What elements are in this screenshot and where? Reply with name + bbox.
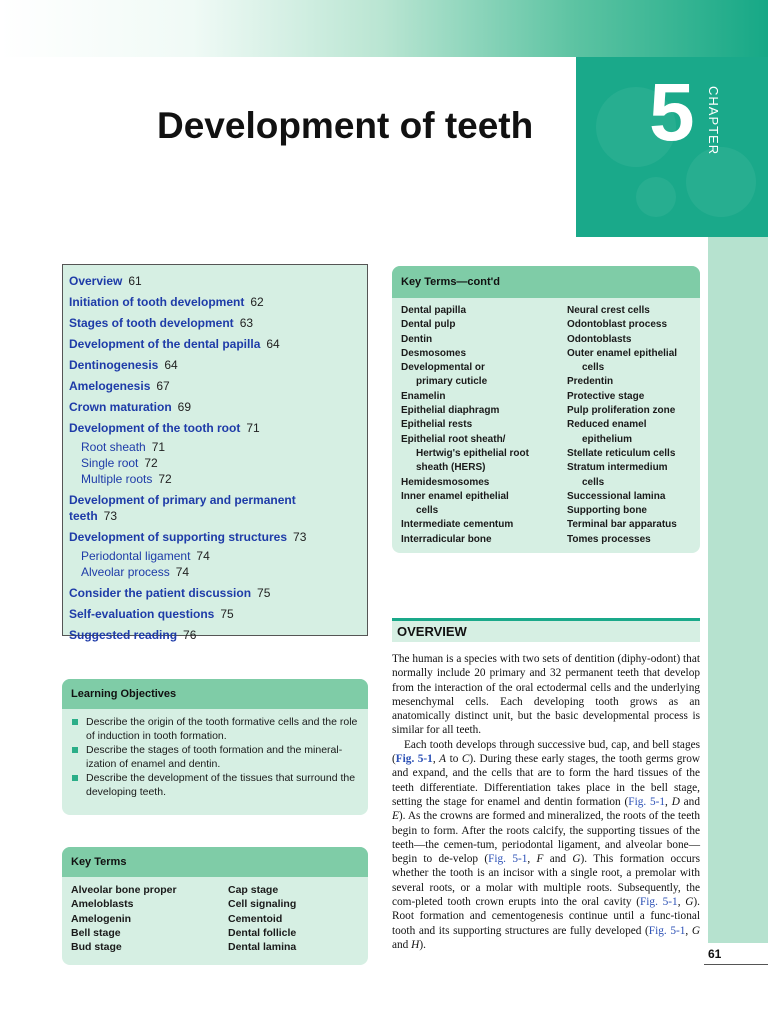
key-term: sheath (HERS): [416, 462, 486, 474]
figure-reference-link[interactable]: Fig. 5-1: [628, 795, 666, 808]
toc-entry-self-evaluation[interactable]: Self-evaluation questions 75: [69, 607, 234, 621]
toc-entry-suggested-reading[interactable]: Suggested reading 76: [69, 628, 197, 642]
toc-entry-crown-maturation[interactable]: Crown maturation 69: [69, 400, 192, 414]
margin-stripe: [708, 237, 768, 943]
table-of-contents: [62, 264, 368, 642]
key-term: cells: [416, 505, 439, 517]
key-term: Tomes processes: [567, 533, 651, 545]
toc-entry-dentinogenesis[interactable]: Dentinogenesis 64: [69, 358, 178, 372]
key-term: Inner enamel epithelial: [401, 490, 509, 502]
toc-sub-multiple-roots[interactable]: Multiple roots 72: [81, 472, 172, 486]
learning-objectives-title: Learning Objectives: [62, 679, 368, 709]
key-term: Bud stage: [71, 941, 122, 954]
key-term: Terminal bar apparatus: [567, 519, 677, 531]
key-term: Cementoid: [228, 912, 283, 925]
key-term: Epithelial root sheath/: [401, 433, 506, 445]
key-term: Dental follicle: [228, 926, 297, 939]
top-gradient-band: [0, 0, 768, 57]
key-term: Amelogenin: [71, 912, 132, 925]
toc-entry-dental-papilla[interactable]: Development of the dental papilla 64: [69, 337, 280, 351]
key-term: Cap stage: [228, 884, 279, 896]
key-terms-column-1: [71, 883, 228, 954]
toc-entry-patient-discussion[interactable]: Consider the patient discussion 75: [69, 586, 271, 600]
key-term: Bell stage: [71, 926, 121, 939]
overview-paragraph-1: The human is a species with two sets of dentition (diphy-odont) that normally include 20 primary and 32 permanent teeth that develop from the interaction of the oral ectodermal cells and the underlying mesenchymal cells. Each developing tooth grows as an anatomically distinct unit, but the basic developmental process is similar for all teeth.: [392, 653, 700, 737]
key-term: Stratum intermedium: [567, 462, 668, 474]
key-term: Enamelin: [401, 390, 446, 402]
toc-sub-periodontal-ligament[interactable]: Periodontal ligament 74: [81, 549, 210, 563]
chapter-number: 5: [649, 67, 695, 158]
page-number: 61: [708, 947, 722, 961]
toc-entry-stages[interactable]: Stages of tooth development 63: [69, 316, 254, 330]
key-term: Pulp proliferation zone: [567, 405, 676, 417]
key-term: Stellate reticulum cells: [567, 447, 676, 459]
key-term: Dental lamina: [228, 941, 297, 954]
overview-paragraph-2: Each tooth develops through successive bud, cap, and bell stages (Fig. 5-1, A to C). During these early stages, the tooth germs grow and expand, and the cells that are to form the hard tissues of the teeth differentiate. Differentiation takes place in the bell stage, setting the stage for enamel and dentin formation (Fig. 5-1, D and E). As the crowns are formed and mineralized, the roots of the teeth begin to form. After the roots calcify, the supporting tissues of the teeth—the cemen-tum, periodontal ligament, and alveolar bone—begin to de-velop (Fig. 5-1, F and G). This formation occurs whether the tooth is an incisor with a single root, a premolar with several roots, or a molar with multiple roots. Subsequently, the com-pleted tooth crown erupts into the oral cavity (Fig. 5-1, G). Root formation and cementogenesis continue until a func-tional tooth and its supporting structures are fully developed (Fig. 5-1, G and H).: [392, 738, 701, 951]
key-term: Hemidesmosomes: [401, 476, 490, 488]
figure-reference-link[interactable]: Fig. 5-1: [395, 753, 433, 766]
learning-objectives-panel: [62, 679, 368, 815]
key-terms-column-2: [228, 883, 296, 954]
key-term: Hertwig's epithelial root: [416, 447, 529, 459]
overview-heading: OVERVIEW: [392, 618, 700, 642]
key-terms-title: Key Terms: [62, 847, 368, 877]
key-terms-contd-column-1: [401, 304, 567, 547]
key-term: cells: [582, 476, 605, 488]
chapter-label: CHAPTER: [706, 86, 721, 156]
figure-reference-link[interactable]: Fig. 5-1: [488, 853, 528, 866]
toc-entry-tooth-root[interactable]: Development of the tooth root 71: [69, 421, 260, 435]
key-term: Ameloblasts: [71, 898, 134, 911]
key-term: Dentin: [401, 333, 433, 345]
toc-sub-single-root[interactable]: Single root 72: [81, 456, 158, 470]
page-number-rule: [704, 964, 768, 965]
key-term: Alveolar bone proper: [71, 884, 177, 896]
key-term: Successional lamina: [567, 490, 666, 502]
key-term: Desmosomes: [401, 347, 467, 359]
toc-sub-alveolar-process[interactable]: Alveolar process 74: [81, 565, 190, 579]
key-term: Dental pulp: [401, 319, 456, 331]
key-term: Protective stage: [567, 390, 645, 402]
key-term: Dental papilla: [401, 305, 467, 316]
key-term: Neural crest cells: [567, 305, 650, 316]
objective-item: Describe the stages of tooth formation and the mineral-ization of enamel and dentin.: [72, 743, 358, 771]
page-title: Development of teeth: [157, 105, 534, 146]
toc-sub-root-sheath[interactable]: Root sheath 71: [81, 440, 166, 454]
key-term: Developmental or: [401, 362, 485, 374]
figure-reference-link[interactable]: Fig. 5-1: [640, 896, 678, 909]
key-term: Predentin: [567, 376, 614, 388]
objective-item: Describe the development of the tissues that surround the developing teeth.: [72, 771, 358, 799]
toc-entry-supporting-structures[interactable]: Development of supporting structures 73: [69, 530, 307, 544]
key-terms-contd-panel: [392, 266, 700, 553]
toc-entry-amelogenesis[interactable]: Amelogenesis 67: [69, 379, 170, 393]
overview-body: [392, 652, 700, 952]
key-term: Epithelial diaphragm: [401, 405, 500, 417]
key-terms-panel: [62, 847, 368, 965]
key-term: Supporting bone: [567, 505, 647, 517]
key-term: cells: [582, 362, 605, 374]
key-term: Intermediate cementum: [401, 519, 514, 531]
key-term: Outer enamel epithelial: [567, 347, 678, 359]
key-term: epithelium: [582, 433, 633, 445]
key-term: primary cuticle: [416, 376, 488, 388]
key-term: Cell signaling: [228, 898, 297, 911]
key-term: Interradicular bone: [401, 533, 492, 545]
key-term: Reduced enamel: [567, 419, 647, 431]
toc-entry-initiation[interactable]: Initiation of tooth development 62: [69, 295, 264, 309]
key-term: Odontoblast process: [567, 319, 668, 331]
toc-entry-primary-permanent[interactable]: Development of primary and permanent teeth 73: [69, 493, 296, 523]
key-term: Odontoblasts: [567, 333, 632, 345]
key-terms-contd-title: Key Terms—cont'd: [392, 266, 700, 298]
key-terms-contd-column-2: [567, 304, 677, 547]
toc-entry-overview[interactable]: Overview 61: [69, 274, 142, 288]
figure-reference-link[interactable]: Fig. 5-1: [648, 924, 686, 937]
key-term: Epithelial rests: [401, 419, 473, 431]
objective-item: Describe the origin of the tooth formative cells and the role of induction in tooth formation.: [72, 715, 358, 743]
